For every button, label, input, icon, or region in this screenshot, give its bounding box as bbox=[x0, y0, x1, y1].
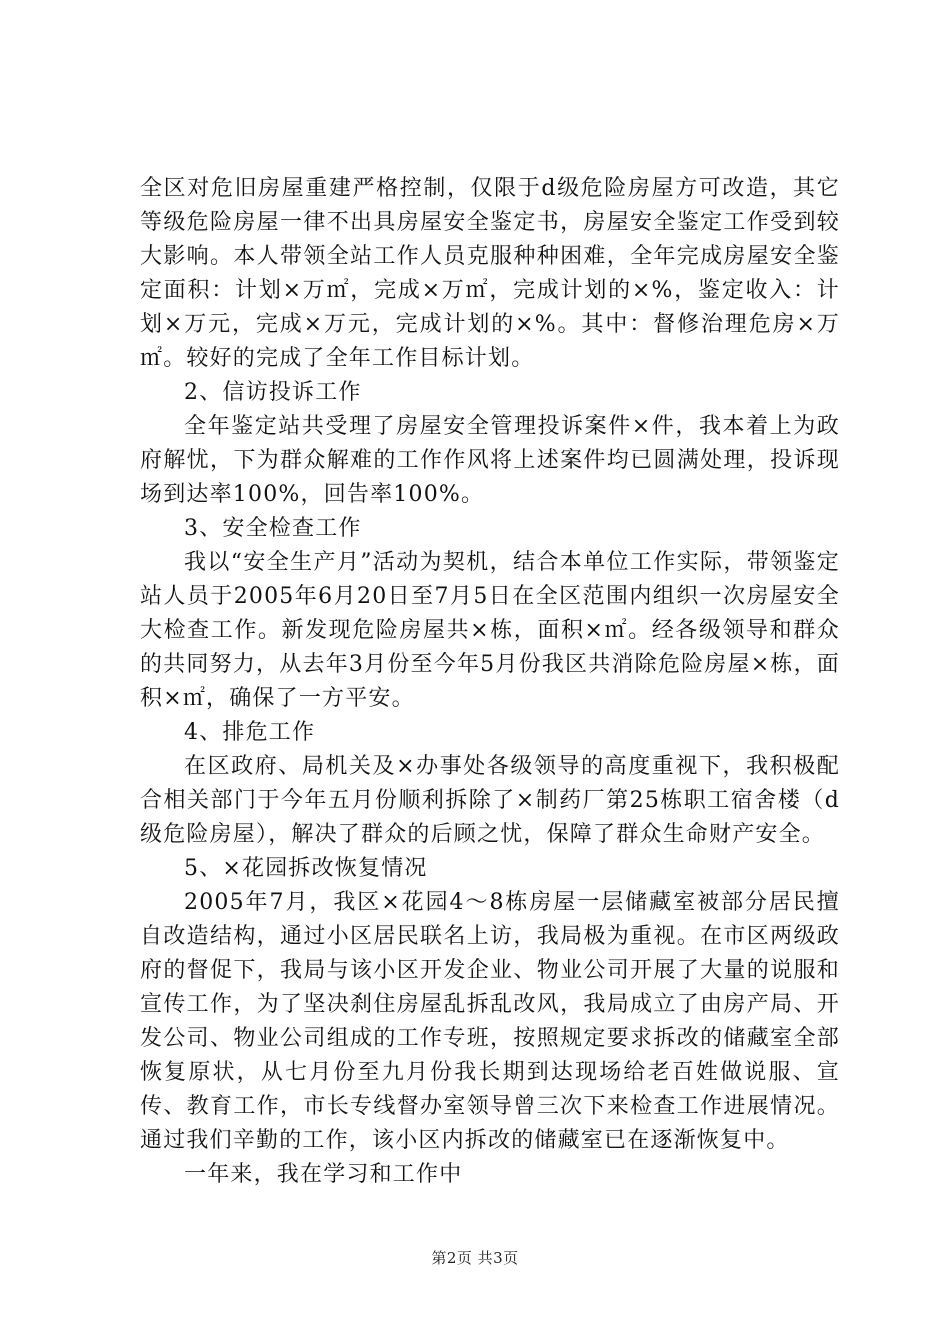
document-body bbox=[140, 172, 840, 1192]
paragraph-petition: 全年鉴定站共受理了房屋安全管理投诉案件×件，我本着上为政府解忧，下为群众解难的工作作风将上述案件均已圆满处理，投诉现场到达率100%，回告率100%。 bbox=[140, 414, 840, 507]
section-heading-petition: 2、信访投诉工作 bbox=[184, 380, 362, 405]
page-number-footer: 第2页 共3页 bbox=[431, 1249, 519, 1267]
section-heading-hazard-removal: 4、排危工作 bbox=[184, 720, 316, 745]
section-heading-garden-restoration: 5、×花园拆改恢复情况 bbox=[184, 856, 428, 881]
paragraph-garden-restoration: 2005年7月，我区×花园4～8栋房屋一层储藏室被部分居民擅自改造结构，通过小区居民联名上访，我局极为重视。在市区两级政府的督促下，我局与该小区开发企业、物业公司开展了大量的说服和宣传工作，为了坚决刹住房屋乱拆乱改风，我局成立了由房产局、开发公司、物业公司组成的工作专班，按照规定要求拆改的储藏室全部恢复原状，从七月份至九月份我长期到达现场给老百姓做说服、宣传、教育工作，市长专线督办室领导曾三次下来检查工作进展情况。通过我们辛勤的工作，该小区内拆改的储藏室已在逐渐恢复中。 bbox=[140, 890, 840, 1153]
section-heading-safety-check: 3、安全检查工作 bbox=[184, 516, 362, 541]
paragraph-safety-check: 我以“安全生产月”活动为契机，结合本单位工作实际，带领鉴定站人员于2005年6月20日至7月5日在全区范围内组织一次房屋安全大检查工作。新发现危险房屋共×栋，面积×㎡。经各级领导和群众的共同努力，从去年3月份至今年5月份我区共消除危险房屋×栋，面积×㎡，确保了一方平安。 bbox=[140, 550, 840, 711]
paragraph-1: 全区对危旧房屋重建严格控制，仅限于d级危险房屋方可改造，其它等级危险房屋一律不出具房屋安全鉴定书，房屋安全鉴定工作受到较大影响。本人带领全站工作人员克服种种困难，全年完成房屋安全鉴定面积：计划×万㎡，完成×万㎡，完成计划的×%，鉴定收入：计划×万元，完成×万元，完成计划的×%。其中：督修治理危房×万㎡。较好的完成了全年工作目标计划。 bbox=[140, 176, 840, 371]
paragraph-closing: 一年来，我在学习和工作中 bbox=[184, 1162, 463, 1187]
paragraph-hazard-removal: 在区政府、局机关及×办事处各级领导的高度重视下，我积极配合相关部门于今年五月份顺利拆除了×制药厂第25栋职工宿舍楼（d级危险房屋），解决了群众的后顾之忧，保障了群众生命财产安全。 bbox=[140, 754, 840, 847]
